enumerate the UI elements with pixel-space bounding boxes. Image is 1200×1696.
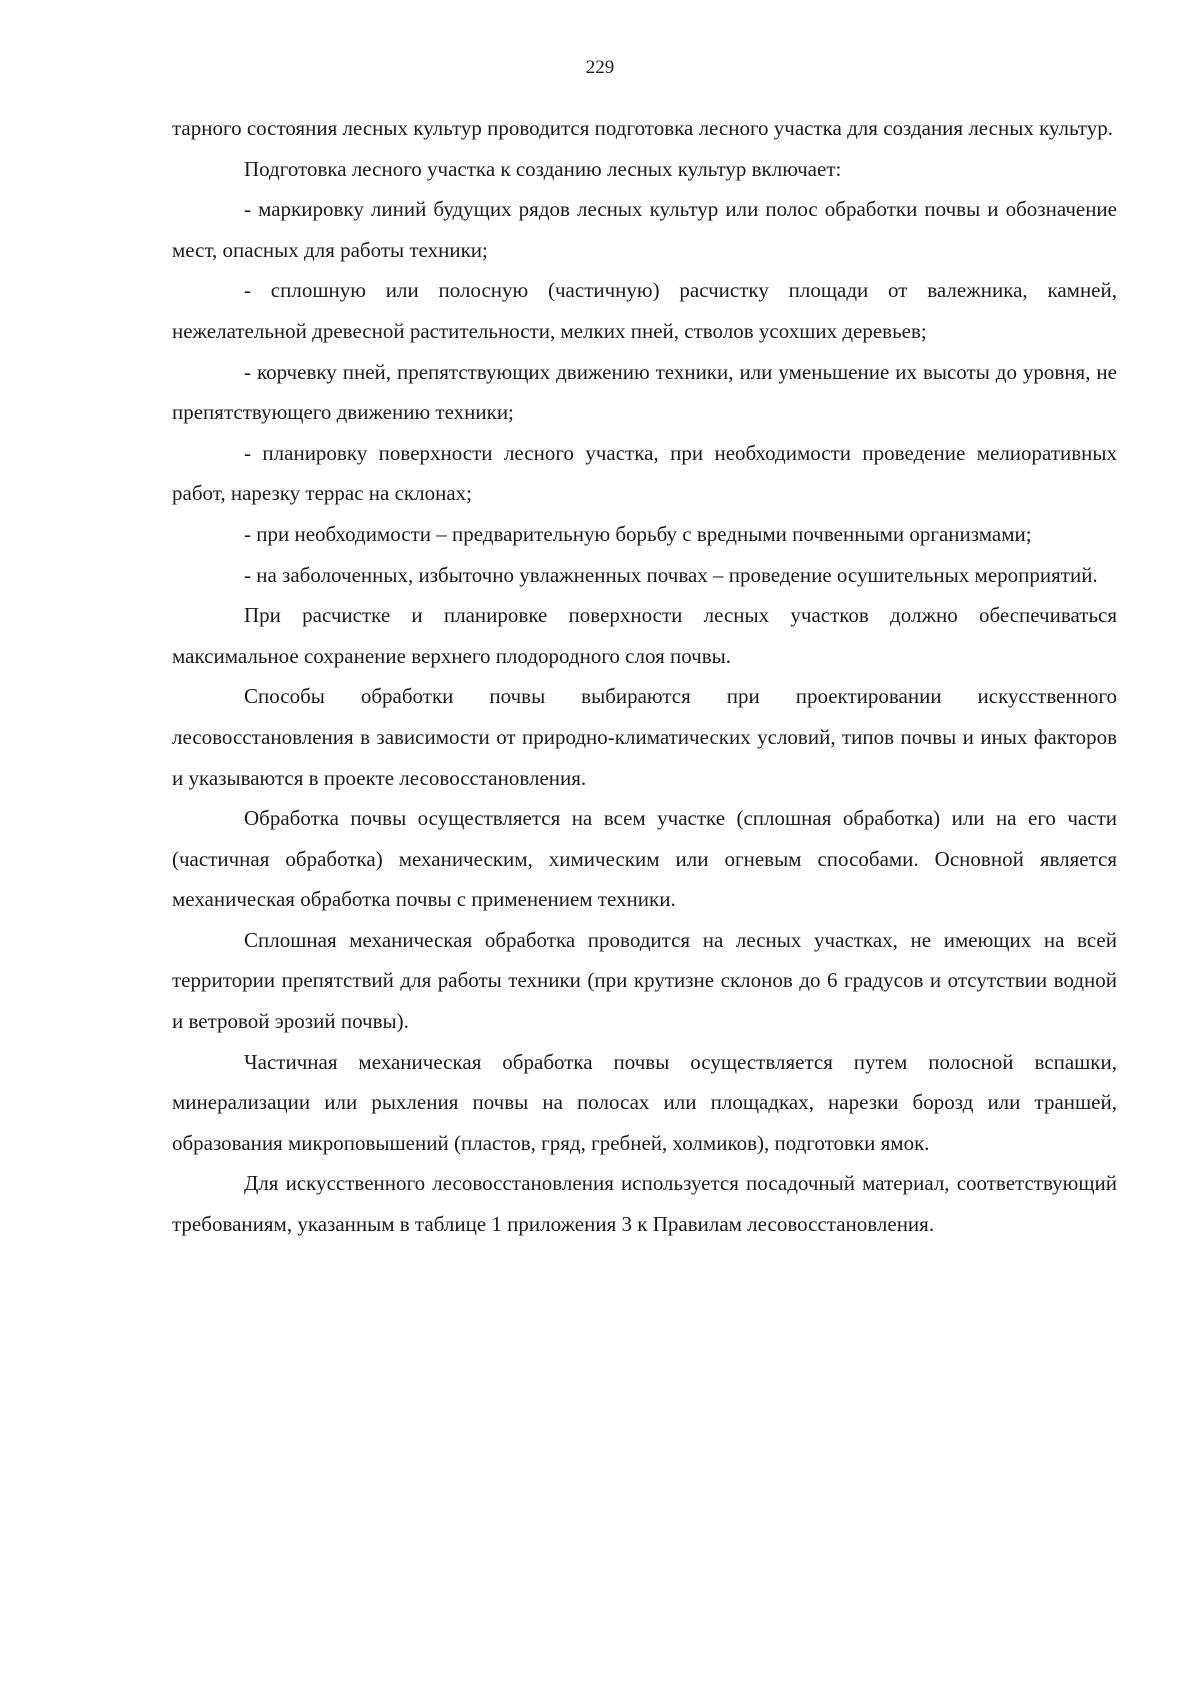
paragraph-treatment-methods: Способы обработки почвы выбираются при проектировании искусственного лесовосстановления в зависимости от природно-климатических условий, типов почвы и иных факторов и указываются в проекте лесовосстановления. (172, 684, 1117, 790)
list-item-drainage: - на заболоченных, избыточно увлажненных почвах – проведение осушительных мероприятий. (244, 562, 1098, 587)
paragraph-planting-material: Для искусственного лесовосстановления используется посадочный материал, соответствующий требованиям, указанным в таблице 1 приложения 3 к Правилам лесовосстановления. (172, 1171, 1117, 1237)
paragraph-continuous-treatment: Сплошная механическая обработка проводится на лесных участках, не имеющих на всей территории препятствий для работы техники (при крутизне склонов до 6 градусов и отсутствии водной и ветровой эрозий почвы). (172, 927, 1117, 1034)
page-number: 229 (585, 57, 615, 78)
list-item-stump-removal: - корчевку пней, препятствующих движению техники, или уменьшение их высоты до уровня, не препятствующего движению техники; (172, 359, 1117, 425)
paragraph-intro: Подготовка лесного участка к созданию лесных культур включает: (244, 156, 842, 181)
list-item-clearing: - сплошную или полосную (частичную) расчистку площади от валежника, камней, нежелательной древесной растительности, мелких пней, стволов усохших деревьев; (172, 278, 1117, 343)
list-item-marking: - маркировку линий будущих рядов лесных культур или полос обработки почвы и обозначение мест, опасных для работы техники; (172, 197, 1117, 262)
paragraph-partial-treatment: Частичная механическая обработка почвы осуществляется путем полосной вспашки, минерализации или рыхления почвы на полосах или площадках, нарезки борозд или траншей, образования микроповышений (пластов, гряд, гребней, холмиков), подготовки ямок. (172, 1049, 1117, 1155)
paragraph-topsoil-preservation: При расчистке и планировке поверхности лесных участков должно обеспечиваться максимальное сохранение верхнего плодородного слоя почвы. (172, 603, 1117, 668)
paragraph-continuation: тарного состояния лесных культур проводится подготовка лесного участка для создания лесных культур. (172, 116, 1113, 140)
paragraph-soil-treatment: Обработка почвы осуществляется на всем участке (сплошная обработка) или на его части (частичная обработка) механическим, химическим или огневым способами. Основной является механическая обработка почвы с применением техники. (172, 806, 1117, 912)
list-item-leveling: - планировку поверхности лесного участка, при необходимости проведение мелиоративных работ, нарезку террас на склонах; (172, 440, 1117, 506)
document-body (172, 108, 1117, 1245)
list-item-pest-control: - при необходимости – предварительную борьбу с вредными почвенными организмами; (244, 521, 1032, 546)
